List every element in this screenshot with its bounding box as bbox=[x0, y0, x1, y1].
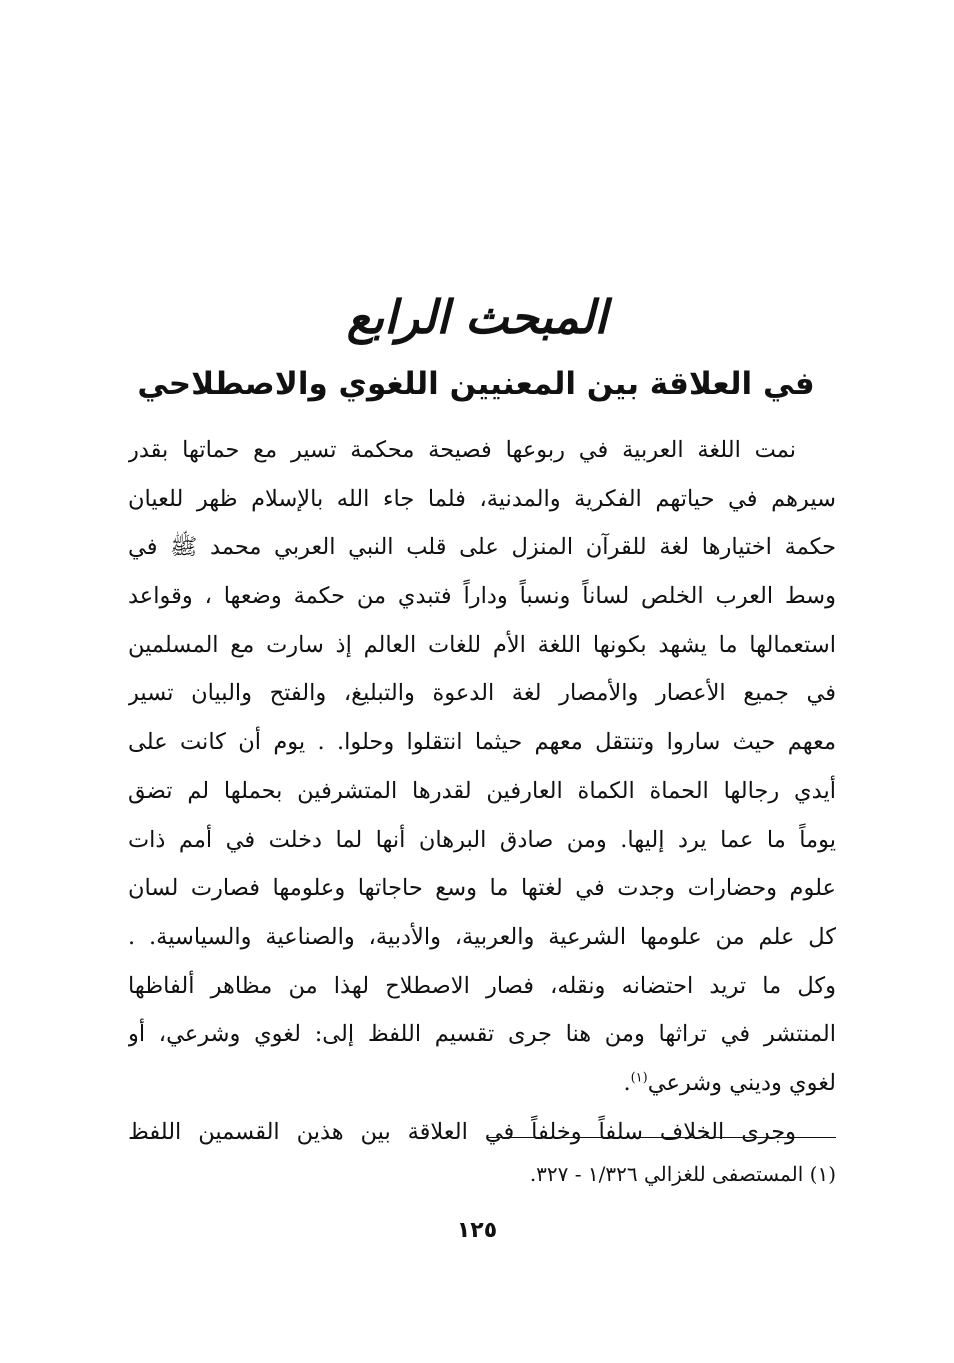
text-line: معهم حيث ساروا وتنتقل معهم حيثما انتقلوا وحلوا. . يوم أن كانت على bbox=[128, 729, 836, 756]
text-line: في جميع الأعصار والأمصار لغة الدعوة والتبليغ، والفتح والبيان تسير bbox=[128, 680, 836, 707]
footnote-reference: (١) bbox=[630, 1070, 648, 1086]
paragraph-1 bbox=[128, 426, 836, 1108]
text-line: أيدي رجالها الحماة الكماة العارفين لقدرها المتشرفين بحملها لم تضق bbox=[128, 777, 836, 804]
text-line: وكل ما تريد احتضانه ونقله، فصار الاصطلاح لهذا من مظاهر ألفاظها bbox=[128, 972, 836, 999]
text-line: سيرهم في حياتهم الفكرية والمدنية، فلما جاء الله بالإسلام ظهر للعيان bbox=[128, 485, 836, 512]
last-line-text: لغوي وديني وشرعي bbox=[647, 1069, 836, 1096]
chapter-title: في العلاقة بين المعنيين اللغوي والاصطلاحي bbox=[137, 366, 815, 402]
footnote-divider bbox=[488, 1137, 836, 1138]
text-line: حكمة اختيارها لغة للقرآن المنزل على قلب النبي العربي محمد ﷺ في bbox=[128, 534, 836, 561]
last-line-end: . bbox=[623, 1069, 631, 1096]
text-line: وسط العرب الخلص لساناً ونسباً وداراً فتبدي من حكمة وضعها ، وقواعد bbox=[128, 583, 836, 610]
text-line: كل علم من علومها الشرعية والعربية، والأدبية، والصناعية والسياسية. . bbox=[128, 923, 836, 950]
text-line: نمت اللغة العربية في ربوعها فصيحة محكمة تسير مع حماتها بقدر bbox=[128, 437, 796, 463]
paragraph-2 bbox=[128, 1108, 836, 1157]
text-line: استعمالها ما يشهد بكونها اللغة الأم للغات العالم إذ سارت مع المسلمين bbox=[128, 631, 836, 658]
text-line: يوماً ما عما يرد إليها. ومن صادق البرهان أنها لما دخلت في أمم ذات bbox=[128, 826, 836, 853]
page-number: ١٢٥ bbox=[456, 1218, 498, 1243]
text-line-last bbox=[128, 1059, 836, 1108]
text-line: وجرى الخلاف سلفاً وخلفاً في العلاقة بين هذين القسمين اللفظ bbox=[128, 1118, 796, 1145]
text-line: علوم وحضارات وجدت في لغتها ما وسع حاجاتها وعلومها فصارت لسان bbox=[128, 875, 836, 902]
section-heading: المبحث الرابع bbox=[346, 290, 608, 344]
text-line: المنتشر في تراثها ومن هنا جرى تقسيم اللفظ إلى: لغوي وشرعي، أو bbox=[128, 1021, 836, 1048]
footnote: (١) المستصفى للغزالي ١/٣٢٦ - ٣٢٧. bbox=[529, 1162, 836, 1186]
body-text bbox=[128, 426, 836, 1156]
